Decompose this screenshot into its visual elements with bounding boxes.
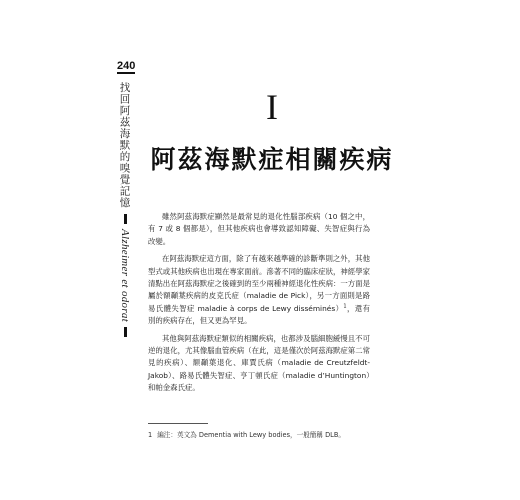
paragraph-3-text: 其他與阿茲海默症類似的相關疾病，也都涉及腦細胞緩慢且不可逆的退化，尤其像腦血管疾病（在此，這是僅次於阿茲海默症第二常見的疾病）、額顳葉退化、庫賈氏病（maladie de Creutzfeldt-Jakob）、路易氏體失智症、亨丁頓氏症（maladie d’Huntington）和帕金森氏症。 xyxy=(148,333,370,393)
footnote-number: 1 xyxy=(148,431,153,439)
footnote-text: 編注：英文為 Dementia with Lewy bodies，一般簡稱 DLB。 xyxy=(157,431,345,439)
paragraph-1 xyxy=(148,211,370,248)
paragraph-1-text: 雖然阿茲海默症顯然是最常見的退化性腦部疾病（10 個之中，有 7 或 8 個都是），但其他疾病也會導致認知障礙、失智症與行為改變。 xyxy=(148,212,370,246)
paragraph-3 xyxy=(148,333,370,395)
footnote xyxy=(148,429,370,439)
footnote-reference[interactable]: 1 xyxy=(343,303,347,310)
running-head-subtitle: Alzheimer et odorat xyxy=(119,228,131,322)
chapter-numeral: I xyxy=(266,87,278,127)
running-head-title: 找回阿茲海默的嗅覺記憶 xyxy=(118,82,131,209)
running-head-bar xyxy=(124,214,127,224)
footnote-rule xyxy=(148,423,208,424)
body-text xyxy=(148,211,370,400)
page-number: 240 xyxy=(117,60,136,72)
paragraph-2 xyxy=(148,253,370,327)
page-number-rule xyxy=(117,72,135,74)
running-head-bar-end xyxy=(124,327,127,337)
chapter-title: 阿茲海默症相關疾病 xyxy=(150,145,394,174)
paragraph-2-tail: ，還有別的疾病存在，但又更為罕見。 xyxy=(148,303,370,326)
paragraph-2-text: 在阿茲海默症這方面，除了有越來越準確的診斷準則之外，其他型式或其他疾病也出現在專家面前。滲著不同的臨床症狀，神經學家清點出在阿茲海默症之後確到的至少兩種神經退化性疾病：一方面是屬於額顳葉疾病的皮克氏症（maladie de Pick），另一方面則是路易氏體失智症 maladie à corps de Lewy disséminés） xyxy=(148,254,370,313)
